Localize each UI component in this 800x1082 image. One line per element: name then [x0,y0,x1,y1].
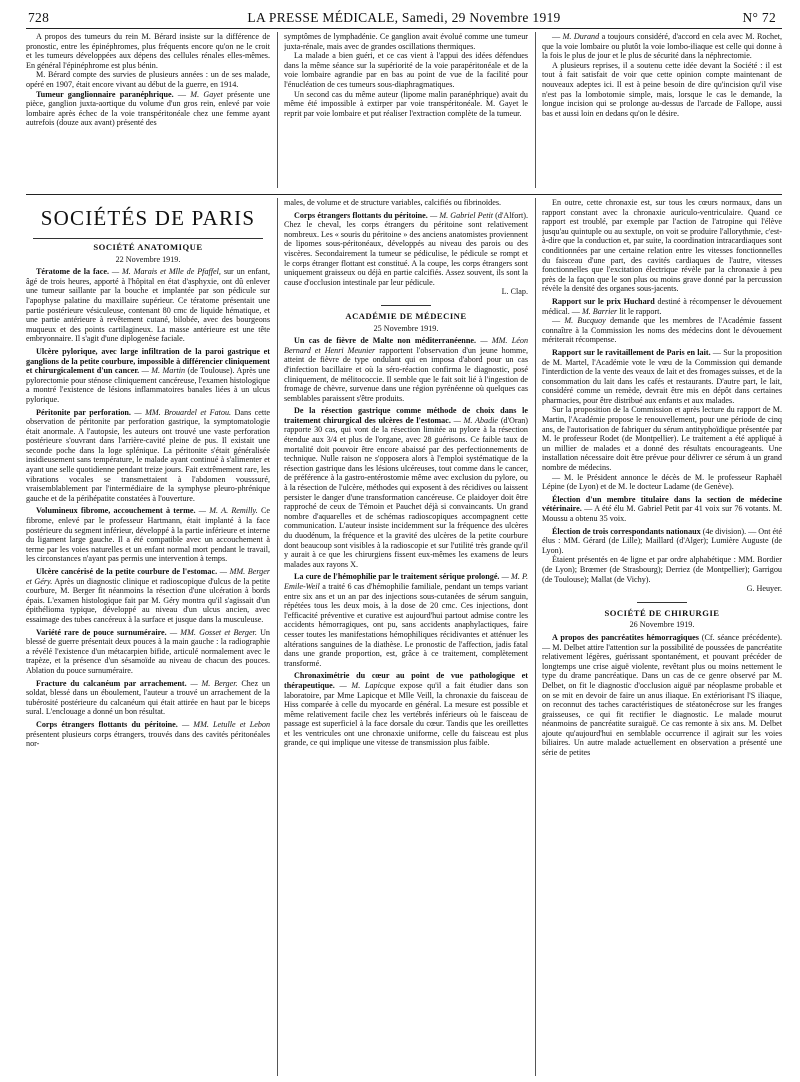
author: M. Durand [562,32,600,41]
authors: — M. Abadie [453,415,499,425]
authors: — M. Gabriel Petit [429,210,494,220]
item-text: rapportent l'observation d'un jeune homme, atteint de fièvre de type ondulant qui en imposa d'abord pour un cas d'infection bacillaire et où la séro-réaction confirma le diagnostic, posé cliniquement, de mélitococcie. Il semble que le fait soit lié à l'ingestion de fromage de chèvre, survenue dans une région pyrénéenne où quelques cas semblables paraissent s'être produits. [284,345,528,403]
item-text: Sur la proposition de M. Martel, l'Académie vote le vœu de la Commission qui demande l'interdiction de la vente des veaux de lait et des fromages suisses, et de la consommation du lait dans les cafés et restaurants. D'autre part, le lait, considéré comme un remède, devrait être mis en dépôt dans certaines pharmacies, pour être distribué aux enfants et aux malades. [542,347,782,405]
paragraph: Sur la proposition de la Commission et après lecture du rapport de M. Martin, l'Académie propose le renouvellement, pour une période de cinq ans, de l'autorisation de fabriquer du sérum antityphoïdique présentée par M. le professeur Rodet (de Montpellier). Le traitement a été appliqué à un millier de malades et a donné des résultats encourageants. Une installation nécessaire doit être prévue pour délivrer ce sérum à un grand nombre de médecins. [542,405,782,473]
section-date: 26 Novembre 1919. [629,620,695,630]
item-text: destiné à récompenser le dévouement médical. [542,296,782,316]
author: M. Barrier [581,306,618,316]
item-text: a traité 6 cas d'hémophilie familiale, pendant un temps variant entre six ans et un an par des injections sous-cutanées de sérum sanguin, répétées tous les deux mois, à la dose de 20 cmc. Ces injections, dont l'efficacité préventive et curative est aujourd'hui partout admise contre les accidents hémorragiques, ont pu, sans accidents anaphylactiques, faire cesser toutes les manifestations hémophiliques récidivantes et atténuer les altérations sanguines de la diathèse. Le pronostic de l'affection, jadis fatal dans une grande proportion, est, grâce à ce traitement, complètement transformé. [284,581,528,668]
item-text: (d'Alfort). Chez le cheval, les corps étrangers du péritoine sont relativement nombreux. Les « souris du péritoine » des anciens anatomistes proviennent de lipomes sous-péritonéaux, développés au niveau des parois ou des viscères. Secondairement la tumeur se pédiculise, le pédicule se rompt et le corps étranger flottant est constitué. A la coupe, les corps étrangers sont uniquement graisseux ou déjà en partie calcifiés. Assez souvent, ils sont la cause d'occlusion intestinale par leur pédicule. [284,210,528,287]
authors: — MM. Berger et Géry. [26,567,270,586]
item-heading: La cure de l'hémophilie par le traitement sérique prolongé. [294,572,500,582]
item-text: — A été élu M. Gabriel Petit par 41 voix sur 76 votants. M. Moussu a obtenu 35 voix. [542,504,782,523]
item-heading: Volumineux fibrome, accouchement à terme. [36,506,196,516]
item-text: lit le rapport. [619,306,662,316]
section-date: 22 Novembre 1919. [115,254,181,264]
item-text: (de Toulouse). Après une pylorectomie pour sténose cliniquement cancéreuse, l'examen histologique a montré l'existence de lésions inflammatoires banales liées à un ulcus pylorique. [26,366,270,404]
paragraph: symptômes de lymphadénie. Ce ganglion avait évolué comme une tumeur juxta-rénale, mais avec de grandes oscillations thermiques. [284,32,528,51]
paragraph: A plusieurs reprises, il a soutenu cette idée devant la Société : il est tout à fait satisfait de voir que cette opinion compte maintenant de nouveaux adeptes ici. Il est à peine besoin de dire qu'incision qu'il vise n'est pas la lombotomie simple, mais, lorsque le cas le demande, la longue incision qui se prolonge au-dessus de l'arcade de Fallope, aussi bas et aussi loin en dedans qu'on le désire. [542,60,782,118]
article-item [26,628,270,676]
item-heading: Corps étrangers flottants du péritoine. [294,210,428,220]
paragraph: M. Bérard compte des survies de plusieurs années : un de ses malade, opéré en 1907, était encore vivant au début de la guerre, en 1914. [26,70,270,89]
article-item [284,211,528,288]
paragraph: — M. Bucquoy demande que les membres de l'Académie fassent connaître à la Commission les noms des médecins dont le dévouement mériterait récompense. [542,316,782,345]
title-rule [33,238,263,239]
main-title: SOCIÉTÉS DE PARIS [40,206,256,230]
authors: — M. Berger. [190,678,238,688]
authors: — MM. Brouardel et Fatou. [134,407,232,417]
section-rule [637,602,687,603]
item-text: (d'Oran) rapporte 30 cas, qui vont de la résection limitée au pylore à la résection étendue aux 3/4 et plus de l'organe, avec 28 guérisons. Ce faible taux de mortalité doit pouvoir être encore abaissé par des perfectionnements de technique. Nulle raison ne s'opposera alors à l'emploi systématique de la résection gastrique dans les lésions ulcéreuses, tout comme dans le cancer, de préférence à la gastro-entérostomie même avec exclusion du pylore, ou à la résection de l'ulcère, méthodes qui exposent à des récidives ou laissent persister le danger d'une transformation cancéreuse. Ce plaidoyer doit être rapproché de ceux de Témoin et Pauchet déjà si convaincants. Un grand nombre d'aquarelles et de schémas radioscopiques accompagnent cette communication. L'auteur insiste incidemment sur la fréquence des ulcères du duodénum, la fréquence et la gravité des ulcères de la petite courbure dont beaucoup sont visibles à la radioscopie et sur l'utilité très grande qu'il y aurait à ce que les chirurgiens fissent eux-mêmes les examens de leurs malades aux rayons X. [284,415,528,569]
item-text: (Cf. séance précédente). — M. Delbet attire l'attention sur la possibilité de poussées de pancréatite relativement légères, guérissant spontanément, et pouvant précéder de longtemps une crise aiguë violente, revêtant plus ou moins nettement le type du drame pancréatique. Dans un cas de ce genre observé par M. Delbet, on fit le diagnostic d'occlusion aiguë par néoplasme probable et on se mit en devoir de faire un anus iliaque. En extériorisant l'S iliaque, on reconnut des taches caractéristiques de stéatonécrose sur les franges graisseuses, ce qui fit rectifier le diagnostic. Le malade mourut néanmoins de pancréatite suraiguë. Ce cas remonte à six ans. M. Delbet ajoute qu'aujourd'hui en semblable occurrence il agirait sur les voies biliaires. Un autre malade actuellement en observation a présenté une série de petites [542,632,782,758]
column-divider [535,198,536,1076]
item-heading: Élection d'un membre titulaire dans la section de médecine vétérinaire. [542,494,782,514]
page-number: 728 [28,10,50,25]
item-text: demande que les membres de l'Académie fassent connaître à la Commission les noms des médecins dont le dévouement mériterait récompense. [542,316,782,345]
column-divider [277,198,278,1076]
article-item [26,267,270,344]
authors: — MM. Gosset et Berger. [169,627,257,637]
section-rule [381,305,431,306]
item-text: présentent plusieurs corps étrangers, trouvés dans des cavités péritonéales nor- [26,729,270,749]
item-heading: Tératome de la face. [36,267,109,277]
item-text: Un blessé de guerre présentait deux pouces à la main gauche : la radiographie a révélé l'existence d'un métacarpien bifide, articulé normalement avec le trapèze, et la présence d'un sésamoïde au niveau de chacun des pouces. Ablation du pouce surnuméraire. [26,627,270,675]
column-divider [277,32,278,188]
article-item: Rapport sur le prix Huchard destiné à récompenser le dévouement médical. — M. Barrier lit le rapport. [542,296,782,316]
article-item [284,572,528,668]
article-item [26,679,270,717]
article-item [26,408,270,504]
item-text: a toujours considéré, d'accord en cela avec M. Rochet, que la voie lombaire ou plutôt la voie lombo-iliaque est celle qui donne à la fois le plus de jour et le plus de sécurité dans la néphrectomie. [542,32,782,61]
item-heading: Rapport sur le ravitaillement de Paris en lait. [552,347,711,357]
paragraph: En outre, cette chronaxie est, sur tous les cœurs normaux, dans un rapport constant avec la chronaxie auriculo-ventriculaire. Quand ce rapport est troublé, par exemple par l'action de l'atropine qui l'élève jusqu'au quintuple ou au sextuple, on voit se produire l'allorythmie, c'est-à-dire que la conduction et, par suite, la coordination intracardiaques sont conditionnées par une certaine relation entre les vitesses fonctionnelles du faisceau d'une part, des cavités cardiaques de l'autre, vitesses fonctionnelles que l'excitation électrique révèle par la chronaxie à peu près de la façon que le son plus ou moins grave donné par la percussion révèle la densité des organes sous-jacents. [542,198,782,294]
main-column-2 [284,198,528,1078]
article-item [26,567,270,625]
authors: — M. Martin [141,366,186,376]
column-divider [535,32,536,188]
authors: — M. P. Emile-Weil [284,572,528,591]
authors: — MM. Léon Bernard et Henri Meunier [284,336,528,355]
author: M. Gayet [190,89,223,99]
item-text: Dans cette observation de péritonite par perforation gastrique, la symptomatologie était anormale. A l'autopsie, les auteurs ont trouvé une vaste perforation postérieure s'ouvrant dans l'arrière-cavité pleine de pus. Il existait une seconde poche dans la loge splénique. La péritonite s'était généralisée insidieusement sans température, le malade ayant continué à s'alimenter et ayant une selle quotidienne pendant treize jours. Fait extrêmement rare, les vibrations vocales se transmettaient à l'abdomen vousssuré, vraisemblablement par l'intermédiaire de la symphyse pleuro-phrénique gauche et de la périhépatite constatées à l'ouverture. [26,407,270,503]
article-item [284,336,528,403]
paragraph: males, de volume et de structure variables, calcifiés ou fibrinoïdes. [284,198,502,207]
main-column-1 [26,198,270,1078]
section-rule [26,194,782,195]
item-heading: Variété rare de pouce surnuméraire. [36,627,167,637]
article-item [284,671,528,748]
item-heading: Rapport sur le prix Huchard [552,296,655,306]
header-rule [26,28,782,29]
running-head [26,4,782,28]
paragraph: Étaient présentés en 4e ligne et par ordre alphabétique : MM. Bordier (de Lyon); Brœmer (de Strasbourg); Derriez (de Montpellier); Garrigou (de Toulouse); Mallat (de Vichy). [542,555,782,584]
main-column-3 [542,198,782,1078]
paragraph: Un second cas du même auteur (lipome malin paranéphrique) avait du même été impossible à extirper par voie transpéritonéale. M. Gayet le reprit par voie lombaire et put réaliser l'extraction complète de la tumeur. [284,89,528,118]
item-text: Ce fibrome, enlevé par le professeur Hartmann, était implanté à la face postérieure du segment inférieur, développé à la partie inférieure et interne du ligament large gauche. Il a été compatible avec un accouchement à terme par les voies naturelles et un enfant normal mort pendant le travail, les circonstances n'ayant pas permis une intervention à temps. [26,506,270,564]
section-date: 25 Novembre 1919. [373,323,439,333]
item-text: expose qu'il a fait étudier dans son laboratoire, par Mme Lapicque et Mlle Veill, la chronaxie du faisceau de Hiss comparée à celle du myocarde en général. La mesure est possible et même relativement facile chez les vertébrés inférieurs où le faisceau de passage est superficiel à la face dorsale du cœur. Tandis que les oreillettes et les ventricules ont une chronaxie uniforme, celle du faisceau est plus grande, ce qui implique une vitesse de transmission plus faible. [284,680,528,748]
article-item [542,495,782,524]
item-heading: Corps étrangers flottants du péritoine. [36,719,178,729]
item-text: (4e division). — Ont été élus : MM. Gérard (de Lille); Maillard (d'Alger); Lumière Auguste (de Lyon). [542,526,782,555]
article-item [26,506,270,564]
item-heading: Tumeur ganglionnaire paranéphrique. [36,89,174,99]
item-heading: A propos des pancréatites hémorragiques [552,632,699,642]
article-item [26,720,270,749]
top-column-3 [542,32,782,190]
paragraph: A propos des tumeurs du rein M. Bérard insiste sur la différence de pronostic, entre les épinéphromes, plus fréquents encore qu'on ne le croit et les tumeurs développées aux dépens des cellules rénales elles-mêmes. En général l'épinéphrome est plus bénin. [26,32,270,70]
item-heading: Chronaximétrie du cœur au point de vue pathologique et thérapeutique. [284,671,528,690]
authors: — M. Marais et Mlle de Pfaffel, [111,267,221,277]
paragraph: La malade a bien guéri, et ce cas vient à l'appui des idées défendues dans la même séance sur la supériorité de la voie parapéritonéale et de la voie lombaire agrandie par en bas au point de vue de la facilité pour l'énucléation de ces tumeurs sous-diaphragmatiques. [284,51,528,89]
article-item: Rapport sur le ravitaillement de Paris en lait. — Sur la proposition de M. Martel, l'Académie vote le vœu de la Commission qui demande l'interdiction de la vente des veaux de lait et des fromages suisses, et de la consommation du lait dans les cafés et restaurants. D'autre part, le lait, considéré comme un remède, devrait être mis en dépôt dans certaines pharmacies, pour être distribué aux enfants et aux malades. [542,347,782,405]
item-heading: Élection de trois correspondants nationaux [552,526,701,536]
item-heading: Ulcère cancérisé de la petite courbure de l'estomac. [36,567,218,576]
item-heading: Péritonite par perforation. [36,407,131,417]
article-item [542,527,782,556]
signature: L. Clap. [501,287,528,297]
item-heading: Un cas de fièvre de Malte non méditerranéenne. [294,336,476,346]
issue-number: N° 72 [742,10,776,25]
signature: G. Heuyer. [746,584,782,594]
paragraph: — M. le Président annonce le décès de M. le professeur Raphaël Lépine (de Lyon) et de M. le docteur Ladame (de Genève). [542,472,782,492]
article-item [284,406,528,569]
section-title: ACADÉMIE DE MÉDECINE [345,310,467,321]
authors: — MM. Letulle et Lebon [181,719,270,729]
item-text: Après un diagnostic clinique et radioscopique d'ulcus de la petite courbure, M. Berger fit néanmoins la résection d'une ulcération à bords épais. L'examen histologique fait par M. Géry montra qu'il s'agissait d'un épithélioma typique, développé au niveau d'un ulcus ancien, avec essaimage des tubes cancéreux à la surface et jusque dans la musculeuse. [26,576,270,624]
article-item [26,347,270,405]
item-heading: Ulcère pylorique, avec large infiltration de la paroi gastrique et ganglions de la petite courbure, impossible à différencier cliniquement et chirurgicalement d'un cancer. [26,346,270,376]
top-column-1 [26,32,270,190]
article-item [542,633,782,758]
item-heading: Fracture du calcanéum par arrachement. [36,678,187,688]
paragraph: Tumeur ganglionnaire paranéphrique. — M. Gayet présente une pièce, ganglion juxta-aortique du volume d'un gros rein, enlevé par voie lombaire après échec de la voie transpéritonéale chez une femme ayant autrefois (douze aux avant) présenté des [26,89,270,128]
author: M. Bucquoy [564,316,606,326]
item-text: Chez un soldat, blessé dans un éboulement, l'auteur a trouvé un arrachement de la tubérosité postérieure du calcanéum qui était attirée en haut par le biceps sural. L'enclouage a donné un bon résultat. [26,678,270,717]
authors: — M. Lapicque [339,680,396,690]
top-column-2 [284,32,528,190]
section-title: SOCIÉTÉ DE CHIRURGIE [604,607,720,618]
item-text: présente une pièce, ganglion juxta-aortique du volume d'un gros rein, enlevé par voie lombaire après échec de la voie transpéritonéale chez une femme ayant autrefois (douze aux avant) présenté des [26,89,270,128]
section-title: SOCIÉTÉ ANATOMIQUE [93,242,203,252]
paragraph: — M. Durand a toujours considéré, d'accord en cela avec M. Rochet, que la voie lombaire ou plutôt la voie lombo-iliaque est celle qui donne à la fois le plus de jour et le plus de sécurité dans la néphrectomie. [542,32,782,61]
journal-title: LA PRESSE MÉDICALE, Samedi, 29 Novembre 1919 [247,10,561,25]
item-text: sur un enfant, âgé de trois heures, apporté à l'hôpital en état d'asphyxie, ont dû enlever une tumeur saillante par la bouche et implantée par son pédicule sur l'apophyse palatine du maxillaire supérieur. Ce tératome présentait une partie postérieure vésiculeuse, contenant 80 cmc de liquide hématique, et une partie antérieure à revêtement cutané, bilobée, avec des bourgeons muqueux et des points cartilagineux. La masse antérieure est une tête embryonnaire. Il s'agit d'une diplogenèse faciale. [26,267,270,344]
authors: — M. A. Remilly. [198,506,258,516]
item-heading: De la résection gastrique comme méthode de choix dans le traitement chirurgical des ulcères de l'estomac. [284,406,528,425]
